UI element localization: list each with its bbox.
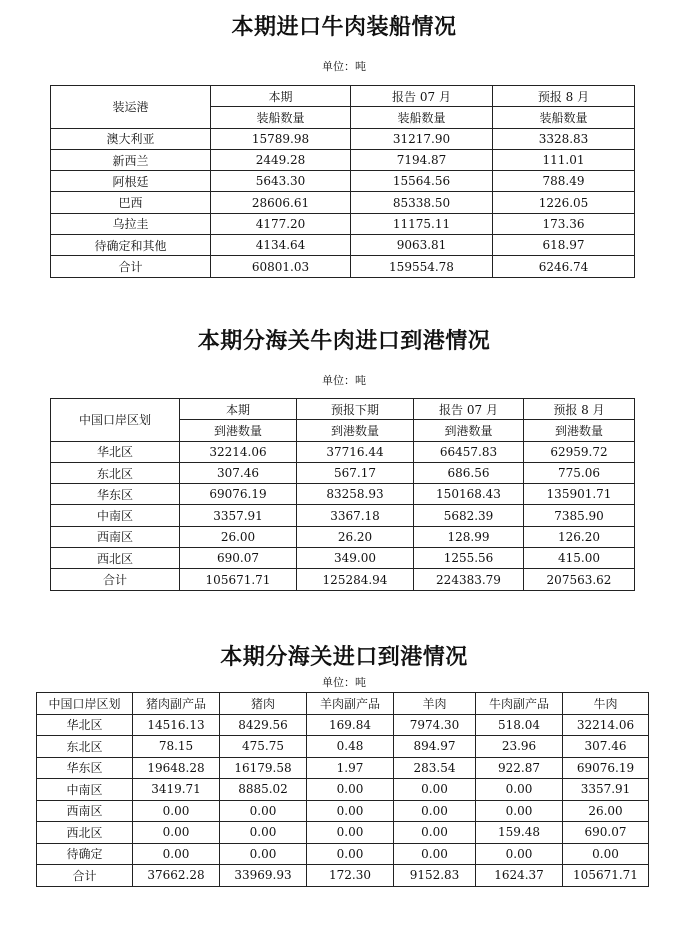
value-cell: 0.00	[476, 779, 563, 801]
value-cell: 5643.30	[211, 171, 351, 192]
value-cell: 135901.71	[524, 484, 635, 505]
t1-title: 本期进口牛肉装船情况	[231, 15, 457, 40]
value-cell: 5682.39	[414, 505, 524, 526]
row-label: 合计	[51, 569, 180, 590]
value-cell: 788.49	[493, 171, 635, 192]
value-cell: 4177.20	[211, 213, 351, 234]
value-cell: 69076.19	[563, 757, 649, 779]
value-cell: 686.56	[414, 462, 524, 483]
value-cell: 26.00	[563, 800, 649, 822]
value-cell: 11175.11	[351, 213, 493, 234]
header-cell: 羊肉副产品	[307, 693, 394, 715]
value-cell: 26.00	[180, 526, 297, 547]
t3-unit: 单位：吨	[322, 676, 366, 689]
table-row	[51, 256, 635, 277]
value-cell: 415.00	[524, 548, 635, 569]
header-group: 预报下期	[297, 399, 414, 420]
value-cell: 1226.05	[493, 192, 635, 213]
value-cell: 78.15	[133, 736, 220, 758]
value-cell: 0.00	[133, 843, 220, 865]
value-cell: 0.00	[220, 843, 307, 865]
value-cell: 26.20	[297, 526, 414, 547]
value-cell: 0.00	[307, 843, 394, 865]
beef-shipment-table	[50, 85, 635, 278]
value-cell: 0.48	[307, 736, 394, 758]
value-cell: 16179.58	[220, 757, 307, 779]
value-cell: 0.00	[220, 822, 307, 844]
value-cell: 0.00	[133, 822, 220, 844]
value-cell: 6246.74	[493, 256, 635, 277]
value-cell: 111.01	[493, 149, 635, 170]
value-cell: 159554.78	[351, 256, 493, 277]
row-label: 中南区	[37, 779, 133, 801]
header-sub: 到港数量	[524, 420, 635, 441]
header-group: 预报 8 月	[524, 399, 635, 420]
value-cell: 0.00	[307, 822, 394, 844]
value-cell: 0.00	[476, 843, 563, 865]
value-cell: 307.46	[180, 462, 297, 483]
row-label: 华北区	[51, 441, 180, 462]
value-cell: 0.00	[476, 800, 563, 822]
table-row	[51, 171, 635, 192]
table-row	[51, 128, 635, 149]
value-cell: 8429.56	[220, 714, 307, 736]
value-cell: 33969.93	[220, 865, 307, 887]
header-port: 装运港	[51, 86, 211, 129]
header-sub: 装船数量	[493, 107, 635, 128]
value-cell: 349.00	[297, 548, 414, 569]
value-cell: 0.00	[394, 843, 476, 865]
value-cell: 1.97	[307, 757, 394, 779]
value-cell: 105671.71	[180, 569, 297, 590]
table-row	[37, 822, 649, 844]
row-label: 西北区	[37, 822, 133, 844]
value-cell: 32214.06	[563, 714, 649, 736]
t2-unit: 单位：吨	[322, 374, 366, 387]
value-cell: 69076.19	[180, 484, 297, 505]
value-cell: 7974.30	[394, 714, 476, 736]
value-cell: 3357.91	[563, 779, 649, 801]
table-row	[37, 865, 649, 887]
row-label: 阿根廷	[51, 171, 211, 192]
value-cell: 31217.90	[351, 128, 493, 149]
header-cell: 猪肉副产品	[133, 693, 220, 715]
value-cell: 0.00	[394, 779, 476, 801]
header-group: 本期	[211, 86, 351, 107]
value-cell: 173.36	[493, 213, 635, 234]
value-cell: 475.75	[220, 736, 307, 758]
header-group: 本期	[180, 399, 297, 420]
value-cell: 2449.28	[211, 149, 351, 170]
value-cell: 32214.06	[180, 441, 297, 462]
header-cell: 牛肉副产品	[476, 693, 563, 715]
value-cell: 3419.71	[133, 779, 220, 801]
header-sub: 到港数量	[297, 420, 414, 441]
value-cell: 37716.44	[297, 441, 414, 462]
header-group: 预报 8 月	[493, 86, 635, 107]
value-cell: 0.00	[394, 822, 476, 844]
table-row	[51, 569, 635, 590]
value-cell: 7385.90	[524, 505, 635, 526]
value-cell: 9152.83	[394, 865, 476, 887]
value-cell: 8885.02	[220, 779, 307, 801]
value-cell: 894.97	[394, 736, 476, 758]
table-row	[37, 800, 649, 822]
value-cell: 23.96	[476, 736, 563, 758]
row-label: 巴西	[51, 192, 211, 213]
header-cell: 牛肉	[563, 693, 649, 715]
value-cell: 0.00	[307, 800, 394, 822]
row-label: 澳大利亚	[51, 128, 211, 149]
value-cell: 1624.37	[476, 865, 563, 887]
value-cell: 66457.83	[414, 441, 524, 462]
value-cell: 3367.18	[297, 505, 414, 526]
header-cell: 羊肉	[394, 693, 476, 715]
header-sub: 装船数量	[211, 107, 351, 128]
table-row	[37, 714, 649, 736]
value-cell: 126.20	[524, 526, 635, 547]
t1-unit: 单位：吨	[322, 60, 366, 73]
table-row	[51, 235, 635, 256]
row-label: 东北区	[37, 736, 133, 758]
table-row	[51, 441, 635, 462]
value-cell: 19648.28	[133, 757, 220, 779]
t3-title: 本期分海关进口到港情况	[220, 645, 468, 670]
value-cell: 28606.61	[211, 192, 351, 213]
value-cell: 105671.71	[563, 865, 649, 887]
beef-arrival-by-customs-table	[50, 398, 635, 591]
row-label: 合计	[51, 256, 211, 277]
row-label: 华东区	[37, 757, 133, 779]
table-row	[51, 192, 635, 213]
value-cell: 283.54	[394, 757, 476, 779]
table-row	[51, 213, 635, 234]
table-row	[37, 843, 649, 865]
row-label: 华北区	[37, 714, 133, 736]
table-row	[51, 548, 635, 569]
value-cell: 0.00	[394, 800, 476, 822]
table-row	[37, 736, 649, 758]
value-cell: 15789.98	[211, 128, 351, 149]
value-cell: 3328.83	[493, 128, 635, 149]
table-row	[51, 484, 635, 505]
value-cell: 128.99	[414, 526, 524, 547]
header-region: 中国口岸区划	[51, 399, 180, 442]
value-cell: 0.00	[133, 800, 220, 822]
value-cell: 150168.43	[414, 484, 524, 505]
table-row	[51, 526, 635, 547]
table-row	[37, 757, 649, 779]
header-cell: 中国口岸区划	[37, 693, 133, 715]
value-cell: 567.17	[297, 462, 414, 483]
table-row	[51, 149, 635, 170]
value-cell: 172.30	[307, 865, 394, 887]
value-cell: 618.97	[493, 235, 635, 256]
value-cell: 0.00	[307, 779, 394, 801]
header-group: 报告 07 月	[414, 399, 524, 420]
value-cell: 775.06	[524, 462, 635, 483]
value-cell: 125284.94	[297, 569, 414, 590]
value-cell: 3357.91	[180, 505, 297, 526]
value-cell: 83258.93	[297, 484, 414, 505]
value-cell: 159.48	[476, 822, 563, 844]
t2-title: 本期分海关牛肉进口到港情况	[197, 329, 491, 354]
value-cell: 307.46	[563, 736, 649, 758]
row-label: 东北区	[51, 462, 180, 483]
row-label: 合计	[37, 865, 133, 887]
value-cell: 0.00	[563, 843, 649, 865]
value-cell: 62959.72	[524, 441, 635, 462]
row-label: 待确定和其他	[51, 235, 211, 256]
value-cell: 169.84	[307, 714, 394, 736]
row-label: 待确定	[37, 843, 133, 865]
row-label: 西南区	[51, 526, 180, 547]
table-row	[37, 779, 649, 801]
row-label: 西南区	[37, 800, 133, 822]
value-cell: 85338.50	[351, 192, 493, 213]
value-cell: 4134.64	[211, 235, 351, 256]
value-cell: 1255.56	[414, 548, 524, 569]
value-cell: 15564.56	[351, 171, 493, 192]
row-label: 乌拉圭	[51, 213, 211, 234]
value-cell: 14516.13	[133, 714, 220, 736]
table-row	[51, 462, 635, 483]
value-cell: 224383.79	[414, 569, 524, 590]
row-label: 新西兰	[51, 149, 211, 170]
value-cell: 922.87	[476, 757, 563, 779]
header-cell: 猪肉	[220, 693, 307, 715]
value-cell: 207563.62	[524, 569, 635, 590]
header-sub: 装船数量	[351, 107, 493, 128]
header-sub: 到港数量	[180, 420, 297, 441]
value-cell: 7194.87	[351, 149, 493, 170]
value-cell: 60801.03	[211, 256, 351, 277]
row-label: 中南区	[51, 505, 180, 526]
row-label: 华东区	[51, 484, 180, 505]
value-cell: 518.04	[476, 714, 563, 736]
table-row	[51, 505, 635, 526]
value-cell: 9063.81	[351, 235, 493, 256]
value-cell: 37662.28	[133, 865, 220, 887]
header-group: 报告 07 月	[351, 86, 493, 107]
meat-arrival-by-customs-table	[36, 692, 649, 887]
header-sub: 到港数量	[414, 420, 524, 441]
value-cell: 690.07	[563, 822, 649, 844]
value-cell: 690.07	[180, 548, 297, 569]
row-label: 西北区	[51, 548, 180, 569]
value-cell: 0.00	[220, 800, 307, 822]
